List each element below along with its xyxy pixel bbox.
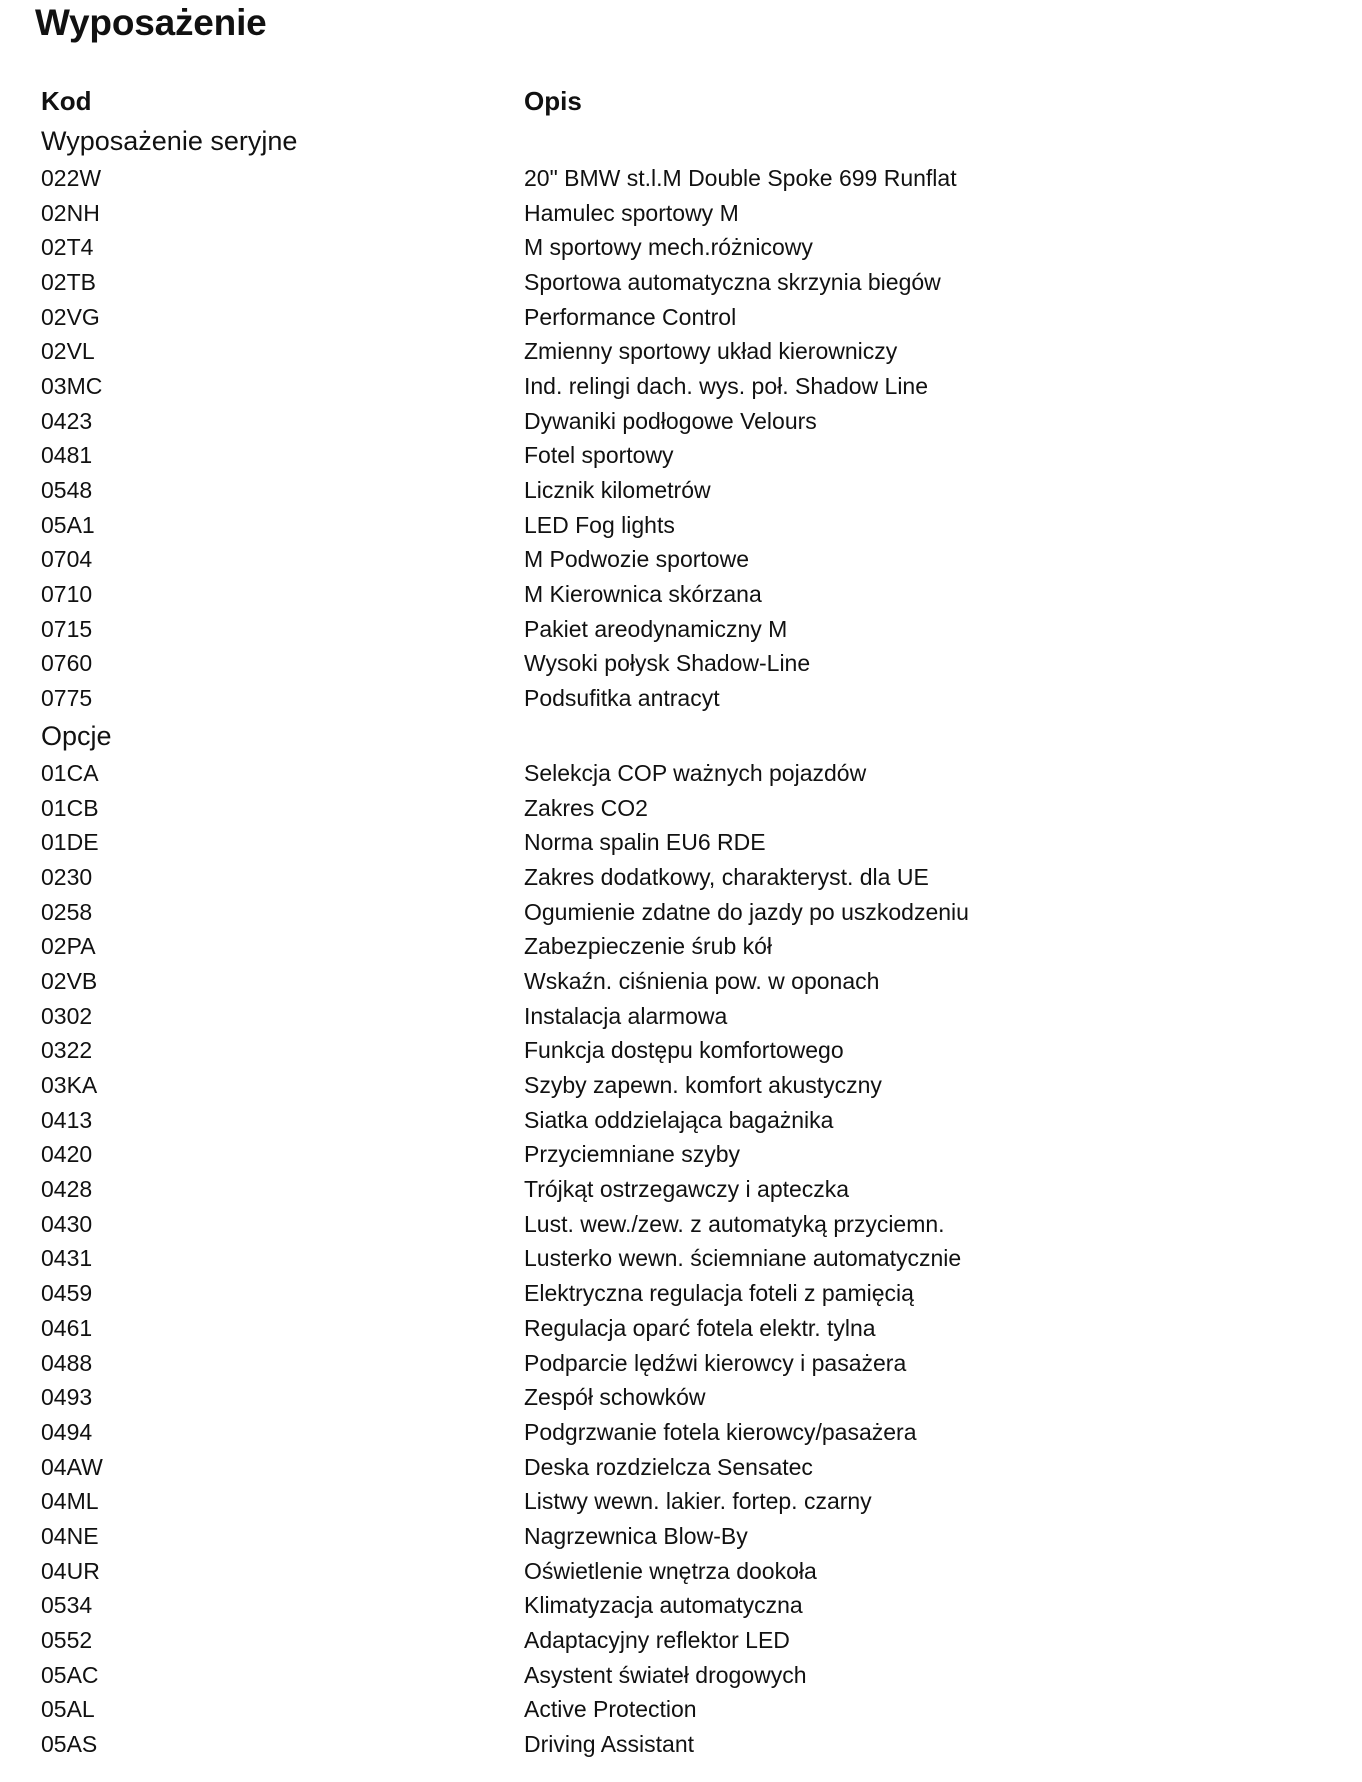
equipment-description: Siatka oddzielająca bagażnika [524,1106,834,1133]
equipment-description: Przyciemniane szyby [524,1141,741,1168]
equipment-description: Nagrzewnica Blow-By [524,1522,748,1549]
equipment-code: 02NH [41,199,100,226]
table-row [41,1346,1041,1381]
equipment-code: 03MC [41,372,103,399]
equipment-description: Zakres CO2 [524,794,648,821]
equipment-code: 02VG [41,303,100,330]
table-row [41,612,1041,647]
table-row [41,1519,1041,1554]
equipment-code: 0413 [41,1106,93,1133]
equipment-code: 02T4 [41,234,94,261]
equipment-code: 0775 [41,685,93,712]
equipment-code: 01DE [41,829,99,856]
table-row [41,964,1041,999]
equipment-code: 02VL [41,338,95,365]
table-row [41,825,1041,860]
equipment-code: 0534 [41,1592,93,1619]
equipment-code: 04UR [41,1557,100,1584]
table-row [41,1034,1041,1069]
equipment-table [41,81,1041,1762]
equipment-description: 20" BMW st.l.M Double Spoke 699 Runflat [524,164,957,191]
equipment-code: 02VB [41,967,98,994]
equipment-description: Active Protection [524,1696,697,1723]
table-row [41,334,1041,369]
table-row [41,1623,1041,1658]
equipment-description: Pakiet areodynamiczny M [524,615,788,642]
column-header-description: Opis [524,85,582,116]
equipment-description: Szyby zapewn. komfort akustyczny [524,1072,882,1099]
equipment-code: 05AC [41,1661,99,1688]
equipment-code: 04AW [41,1453,103,1480]
table-row [41,404,1041,439]
equipment-code: 0704 [41,546,93,573]
equipment-code: 05AS [41,1731,98,1758]
table-row [41,1068,1041,1103]
table-row [41,791,1041,826]
equipment-code: 0431 [41,1245,93,1272]
page-title: Wyposażenie [35,2,267,43]
equipment-description: Sportowa automatyczna skrzynia biegów [524,268,941,295]
equipment-code: 0459 [41,1280,93,1307]
equipment-description: Zabezpieczenie śrub kół [524,933,773,960]
table-row [41,1589,1041,1624]
table-row [41,439,1041,474]
equipment-code: 04NE [41,1522,99,1549]
table-row [41,196,1041,231]
equipment-code: 0420 [41,1141,93,1168]
equipment-description: Elektryczna regulacja foteli z pamięcią [524,1280,914,1307]
table-row [41,1693,1041,1728]
equipment-description: Norma spalin EU6 RDE [524,829,766,856]
table-row [41,1311,1041,1346]
table-row [41,999,1041,1034]
equipment-description: Selekcja COP ważnych pojazdów [524,759,867,786]
equipment-description: Funkcja dostępu komfortowego [524,1037,844,1064]
equipment-code: 0258 [41,898,93,925]
equipment-code: 0428 [41,1176,93,1203]
equipment-code: 03KA [41,1072,98,1099]
table-row [41,860,1041,895]
equipment-description: M Podwozie sportowe [524,546,749,573]
equipment-description: Driving Assistant [524,1731,695,1758]
equipment-code: 0760 [41,650,93,677]
equipment-description: Lusterko wewn. ściemniane automatycznie [524,1245,962,1272]
equipment-code: 01CB [41,794,99,821]
table-row [41,1727,1041,1762]
equipment-code: 022W [41,164,102,191]
equipment-code: 05A1 [41,511,95,538]
table-row [41,1554,1041,1589]
equipment-code: 0494 [41,1418,93,1445]
table-row [41,265,1041,300]
equipment-description: Fotel sportowy [524,442,674,469]
equipment-code: 02TB [41,268,96,295]
equipment-description: Wysoki połysk Shadow-Line [524,650,811,677]
equipment-description: Deska rozdzielcza Sensatec [524,1453,813,1480]
equipment-code: 0302 [41,1002,93,1029]
equipment-code: 0715 [41,615,93,642]
equipment-description: Ind. relingi dach. wys. poł. Shadow Line [524,372,929,399]
equipment-description: Listwy wewn. lakier. fortep. czarny [524,1488,872,1515]
table-header [41,81,1041,121]
equipment-code: 0481 [41,442,93,469]
equipment-description: M Kierownica skórzana [524,581,762,608]
table-row [41,1450,1041,1485]
equipment-description: LED Fog lights [524,511,675,538]
equipment-description: Klimatyzacja automatyczna [524,1592,803,1619]
equipment-code: 0548 [41,477,93,504]
equipment-description: Zmienny sportowy układ kierowniczy [524,338,898,365]
table-row [41,1415,1041,1450]
equipment-description: Wskaźn. ciśnienia pow. w oponach [524,967,880,994]
section-heading-label: Wyposażenie seryjne [41,125,298,156]
table-row [41,1276,1041,1311]
table-row [41,161,1041,196]
table-row [41,929,1041,964]
equipment-description: Regulacja oparć fotela elektr. tylna [524,1314,876,1341]
table-row [41,300,1041,335]
section-heading-label: Opcje [41,720,112,751]
equipment-description: Asystent świateł drogowych [524,1661,807,1688]
column-header-code: Kod [41,85,92,116]
equipment-code: 0552 [41,1627,93,1654]
equipment-code: 0493 [41,1384,93,1411]
equipment-description: Trójkąt ostrzegawczy i apteczka [524,1176,850,1203]
table-row [41,230,1041,265]
equipment-description: Adaptacyjny reflektor LED [524,1627,790,1654]
table-row [41,1172,1041,1207]
equipment-code: 04ML [41,1488,99,1515]
equipment-description: Instalacja alarmowa [524,1002,728,1029]
equipment-code: 0230 [41,863,93,890]
table-row [41,1103,1041,1138]
table-row [41,1242,1041,1277]
equipment-code: 0430 [41,1210,93,1237]
equipment-code: 0710 [41,581,93,608]
equipment-description: Podgrzwanie fotela kierowcy/pasażera [524,1418,917,1445]
equipment-code: 0322 [41,1037,93,1064]
equipment-description: Performance Control [524,303,737,330]
equipment-code: 02PA [41,933,96,960]
table-row [41,1380,1041,1415]
equipment-description: Lust. wew./zew. z automatyką przyciemn. [524,1210,945,1237]
table-row [41,473,1041,508]
table-row [41,1484,1041,1519]
table-row [41,1207,1041,1242]
table-row [41,647,1041,682]
table-row [41,577,1041,612]
table-row [41,895,1041,930]
equipment-description: Podsufitka antracyt [524,685,720,712]
equipment-code: 0488 [41,1349,93,1376]
table-row [41,1138,1041,1173]
equipment-code: 05AL [41,1696,95,1723]
equipment-description: Licznik kilometrów [524,477,711,504]
equipment-description: Oświetlenie wnętrza dookoła [524,1557,817,1584]
equipment-code: 0461 [41,1314,93,1341]
equipment-description: Podparcie lędźwi kierowcy i pasażera [524,1349,907,1376]
equipment-description: Ogumienie zdatne do jazdy po uszkodzeniu [524,898,969,925]
section-heading [41,716,1041,756]
table-row [41,369,1041,404]
equipment-description: M sportowy mech.różnicowy [524,234,813,261]
equipment-description: Dywaniki podłogowe Velours [524,407,817,434]
table-row [41,543,1041,578]
equipment-description: Zakres dodatkowy, charakteryst. dla UE [524,863,929,890]
section-heading [41,121,1041,161]
equipment-code: 0423 [41,407,93,434]
equipment-code: 01CA [41,759,99,786]
table-row [41,1658,1041,1693]
table-row [41,756,1041,791]
equipment-description: Zespół schowków [524,1384,706,1411]
equipment-description: Hamulec sportowy M [524,199,739,226]
table-row [41,681,1041,716]
table-row [41,508,1041,543]
